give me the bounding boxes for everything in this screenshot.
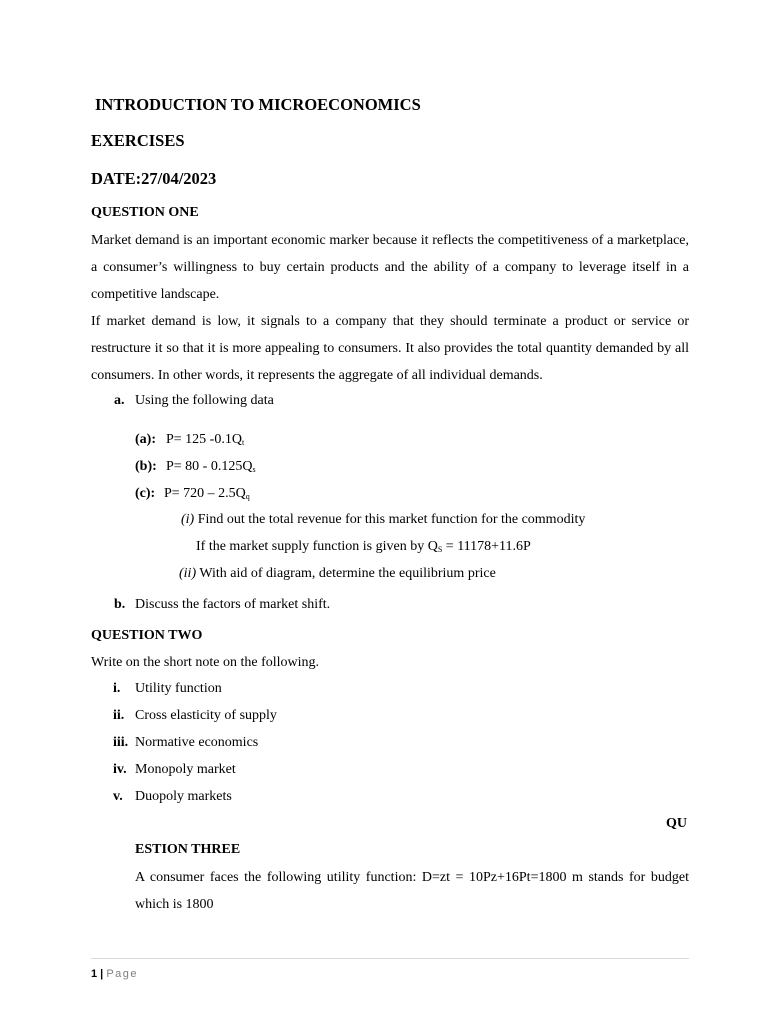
- question-one-heading: QUESTION ONE: [91, 205, 199, 220]
- supply-function-equation: = 11178+11.6P: [442, 539, 531, 554]
- equation-c-subscript: q: [245, 492, 250, 501]
- sub-question-i: [181, 512, 768, 528]
- equation-b-label: (b):: [135, 459, 157, 474]
- q2-item-label: iv.: [113, 762, 127, 777]
- equation-a: [166, 432, 764, 448]
- page-footer: [91, 968, 138, 980]
- supply-function-line: [196, 539, 768, 555]
- equation-c-text: P= 720 – 2.5Q: [164, 486, 246, 501]
- document-title: INTRODUCTION TO MICROECONOMICS: [95, 95, 421, 114]
- sub-question-i-label: (i): [181, 512, 195, 527]
- list-label-b: b.: [114, 597, 126, 612]
- question-three-heading-end: ESTION THREE: [135, 842, 241, 857]
- document-subtitle: EXERCISES: [91, 131, 185, 150]
- equation-b-text: P= 80 - 0.125Q: [166, 459, 253, 474]
- list-item-b-text: Discuss the factors of market shift.: [135, 597, 331, 612]
- question-one-paragraph-1: Market demand is an important economic marker because it reflects the competitiveness of a marketplace, a consumer’s willingness to buy certain products and the ability of a company to leverage itself in a competitive landscape.: [91, 233, 689, 302]
- supply-function-text: If the market supply function is given by Q: [196, 539, 438, 554]
- document-date: DATE:27/04/2023: [91, 169, 217, 188]
- equation-a-label: (a):: [135, 432, 156, 447]
- equation-a-subscript: t: [241, 438, 245, 447]
- q2-item-text: Cross elasticity of supply: [135, 708, 277, 723]
- question-one-paragraph-2: If market demand is low, it signals to a company that they should terminate a product or service or restructure it so that it is more appealing to consumers. It also provides the total quantity demanded by all consumers. In other words, it represents the aggregate of all individual demands.: [91, 314, 689, 383]
- page-word: Page: [106, 968, 139, 980]
- q2-item-text: Utility function: [135, 681, 222, 696]
- list-item-a-text: Using the following data: [135, 393, 274, 408]
- q2-item-label: i.: [113, 681, 121, 696]
- equation-c: [164, 486, 762, 502]
- equation-b: [166, 459, 764, 475]
- q2-item-label: v.: [113, 789, 123, 804]
- sub-question-ii: [179, 566, 768, 582]
- question-three-heading-start: QU: [666, 816, 687, 831]
- q2-item-text: Normative economics: [135, 735, 259, 750]
- page-number: 1: [91, 968, 98, 980]
- question-two-heading: QUESTION TWO: [91, 628, 203, 643]
- sub-question-ii-label: (ii): [179, 566, 197, 581]
- equation-c-label: (c):: [135, 486, 156, 501]
- list-label-a: a.: [114, 393, 125, 408]
- sub-question-i-text: Find out the total revenue for this market function for the commodity: [194, 512, 586, 527]
- q2-item-text: Monopoly market: [135, 762, 236, 777]
- q2-item-text: Duopoly markets: [135, 789, 232, 804]
- question-three-paragraph: A consumer faces the following utility function: D=zt = 10Pz+16Pt=1800 m stands for budget which is 1800: [135, 870, 689, 912]
- supply-function-subscript: S: [437, 545, 443, 554]
- footer-divider: [91, 958, 689, 959]
- question-two-intro: Write on the short note on the following.: [91, 655, 320, 670]
- sub-question-ii-text: With aid of diagram, determine the equilibrium price: [196, 566, 496, 581]
- q2-item-label: iii.: [113, 735, 129, 750]
- q2-item-label: ii.: [113, 708, 125, 723]
- equation-a-text: P= 125 -0.1Q: [166, 432, 242, 447]
- footer-separator: |: [97, 968, 107, 980]
- equation-b-subscript: s: [252, 465, 256, 474]
